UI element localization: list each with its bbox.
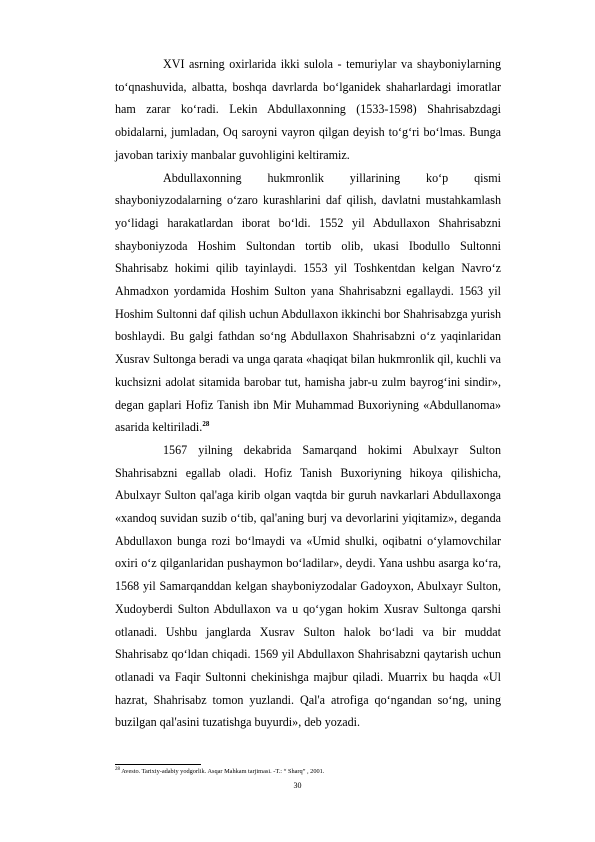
- footnote-number: 28: [115, 766, 120, 772]
- paragraph-2-text: Abdullaxonning hukmronlik yillarining ko‘p qismi shayboniyzodalarning o‘zaro kurashlarini daf qilish, davlatni mustahkamlash yo‘lidagi harakatlardan iborat bo‘ldi. 1552 yil Abdullaxon Shahrisabzni shayboniyzoda Hoshim Sultondan tortib olib, ukasi Ibodullo Sultonni Shahrisabz hokimi qilib tayinlaydi. 1553 yil Toshkentdan kelgan Navro‘z Ahmadxon yordamida Hoshim Sulton yana Shahrisabzni egallaydi. 1563 yil Hoshim Sultonni daf qilish uchun Abdullaxon ikkinchi bor Shahrisabzga yurish boshlaydi. Bu galgi fathdan so‘ng Abdullaxon Shahrisabzni o‘z yaqinlaridan Xusrav Sultonga beradi va unga qarata «haqiqat bilan hukmronlik qil, kuchli va kuchsizni adolat sitamida barobar tut, hamisha jabr-u zulm bayrog‘ini sindir», degan gaplari Hofiz Tanish ibn Mir Muhammad Buxoriyning «Abdullanoma» asarida keltiriladi.: [115, 170, 501, 435]
- body-text: [115, 53, 501, 734]
- footnote-reference: 28: [202, 420, 210, 429]
- footnote-separator: [115, 764, 201, 765]
- footnote: [115, 767, 501, 776]
- page-number: 30: [293, 781, 302, 790]
- paragraph-1: XVI asrning oxirlarida ikki sulola - temuriylar va shayboniylarning to‘qnashuvida, albatta, boshqa davrlarda bo‘lganidek shaharlardagi imoratlar ham zarar ko‘radi. Lekin Abdullaxonning (1533-1598) Shahrisabzdagi obidalarni, jumladan, Oq saroyni vayron qilgan deyish to‘g‘ri bo‘lmas. Bunga javoban tarixiy manbalar guvohligini keltiramiz.: [115, 57, 501, 162]
- paragraph-3: 1567 yilning dekabrida Samarqand hokimi Abulxayr Sulton Shahrisabzni egallab oladi. Hofiz Tanish Buxoriyning hikoya qilishicha, Abulxayr Sulton qal'aga kirib olgan vaqtda bir guruh navkarlari Abdullaxonga «xandoq suvidan suzib o‘tib, qal'aning burj va devorlarini yiqitamiz», deganda Abdullaxon bunga rozi bo‘lmaydi va «Umid shulki, oqibatni o‘ylamovchilar oxiri o‘z qilganlaridan pushaymon bo‘ladilar», deydi. Yana ushbu asarga ko‘ra, 1568 yil Samarqanddan kelgan shayboniyzodalar Gadoyxon, Abulxayr Sulton, Xudoyberdi Sulton Abdullaxon va u qo‘ygan hokim Xusrav Sultonga qarshi otlanadi. Ushbu janglarda Xusrav Sulton halok bo‘ladi va bir muddat Shahrisabz qo‘ldan chiqadi. 1569 yil Abdullaxon Shahrisabzni qaytarish uchun otlanadi va Faqir Sultonni chekinishga majbur qiladi. Muarrix bu haqda «Ul hazrat, Shahrisabz tomon yuzlandi. Qal'a atrofiga qo‘ngandan so‘ng, uning buzilgan qal'asini tuzatishga buyurdi», deb yozadi.: [115, 442, 501, 730]
- paragraph-2: [115, 167, 501, 439]
- footnote-text: Avesto. Tarixiy-adabiy yodgorlik. Asqar Mahkam tarjimasi. -T.: “ Sharq” , 2001.: [120, 768, 325, 775]
